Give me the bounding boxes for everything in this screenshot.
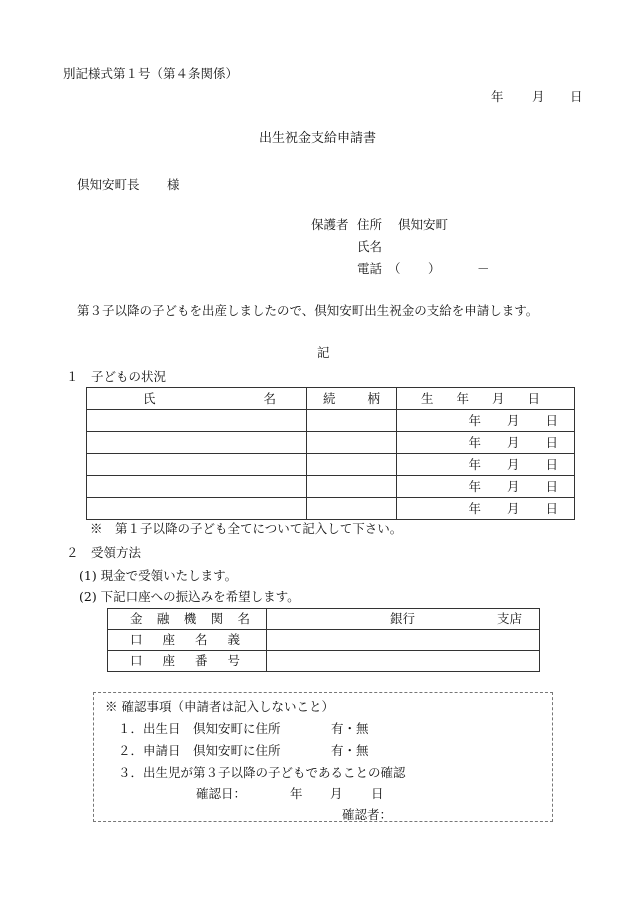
section2-number: ２ [66,545,79,560]
child-name-cell[interactable] [87,454,307,476]
institution-label-char: 関 [210,611,224,626]
confirmation-item-3: ３．出生児が第３子以降の子どもであることの確認 [118,765,406,780]
phone-dash: － [477,261,490,276]
receipt-option-cash: (1) 現金で受領いたします。 [79,568,238,583]
header-dob-2: 年 [456,390,469,406]
header-name-b: 名 [263,390,276,406]
bank-suffix: 銀行 [390,611,416,626]
child-relationship-cell[interactable] [307,432,397,454]
child-name-cell[interactable] [87,410,307,432]
child-dob-cell[interactable] [397,432,575,454]
confirmer-label: 確認者： [342,807,393,822]
dob-year: 年 [468,478,481,494]
dob-day: 日 [545,434,558,450]
child-dob-cell[interactable] [397,410,575,432]
name-label: 氏名 [357,239,383,254]
receipt-option-transfer: (2) 下記口座への振込みを希望します。 [79,589,300,604]
dob-year: 年 [468,434,481,450]
child-dob-cell[interactable] [397,454,575,476]
institution-label-char: 名 [237,611,250,626]
phone-paren-open: （ [388,261,401,276]
confirmation-item-2: ２．申請日 倶知安町に住所 [118,743,281,758]
number-label-char: 番 [194,653,208,668]
number-label-char: 口 [130,653,143,668]
dob-month: 月 [506,500,520,516]
dob-day: 日 [545,456,558,472]
table-row [87,476,575,498]
dob-year: 年 [468,456,481,472]
number-label-cell [108,651,267,672]
confirmation-item-1: １．出生日 倶知安町に住所 [118,721,281,736]
confirmation-day: 日 [371,786,384,801]
table-row [87,410,575,432]
phone-label: 電話 [357,261,383,276]
header-dob-3: 月 [491,390,505,406]
child-relationship-cell[interactable] [307,454,397,476]
addressee-name: 倶知安町長 [77,177,140,192]
date-month-label: 月 [532,89,545,104]
confirmation-box [93,692,553,822]
child-relationship-cell[interactable] [307,498,397,520]
date-day-label: 日 [570,89,583,104]
table-row [87,454,575,476]
table-row [108,651,540,672]
table-row [87,498,575,520]
children-table [86,387,575,520]
holder-label-char: 口 [130,632,143,647]
phone-paren-close: ） [428,261,441,276]
child-name-cell[interactable] [87,432,307,454]
number-value-cell[interactable] [267,651,540,672]
dob-day: 日 [545,478,558,494]
confirmation-item-2-choice[interactable]: 有・無 [331,743,369,758]
dob-year: 年 [468,412,481,428]
table-row [87,432,575,454]
header-name [87,388,307,410]
child-relationship-cell[interactable] [307,476,397,498]
bank-account-table [107,608,540,672]
table-row [108,609,540,630]
date-year-label: 年 [491,89,504,104]
addressee-honorific: 様 [167,177,180,192]
number-label-char: 座 [162,653,175,668]
child-dob-cell[interactable] [397,498,575,520]
confirmation-month: 月 [330,786,343,801]
header-rel-a: 続 [323,390,336,406]
address-value: 倶知安町 [398,217,449,232]
header-dob-4: 日 [527,390,540,406]
application-statement: 第３子以降の子どもを出産しましたので、倶知安町出生祝金の支給を申請します。 [77,303,539,318]
header-name-a: 氏 [143,390,156,406]
section1-number: １ [66,369,79,384]
institution-label-char: 機 [183,611,197,626]
number-label-char: 号 [227,653,240,668]
form-header: 別記様式第１号（第４条関係） [63,66,239,81]
confirmation-year: 年 [290,786,303,801]
dob-month: 月 [506,478,520,494]
child-relationship-cell[interactable] [307,410,397,432]
child-dob-cell[interactable] [397,476,575,498]
header-rel-b: 柄 [367,390,380,406]
holder-label-char: 座 [162,632,175,647]
institution-value-cell[interactable] [267,609,540,630]
child-name-cell[interactable] [87,476,307,498]
table-row [108,630,540,651]
document-title: 出生祝金支給申請書 [259,131,377,146]
holder-label-char: 名 [194,632,208,647]
dob-month: 月 [506,412,520,428]
header-dob [397,388,575,410]
confirmation-heading: ※ 確認事項（申請者は記入しないこと） [105,699,334,714]
holder-value-cell[interactable] [267,630,540,651]
dob-year: 年 [468,500,481,516]
dob-month: 月 [506,456,520,472]
holder-label-char: 義 [227,632,240,647]
section2-title: 受領方法 [91,545,142,560]
children-table-header [87,388,575,410]
confirmation-date-label: 確認日： [196,786,247,801]
applicant-role: 保護者 [311,217,349,232]
confirmation-item-1-choice[interactable]: 有・無 [331,721,369,736]
institution-label-char: 金 [130,611,143,626]
header-relationship [307,388,397,410]
section1-note: ※ 第１子以降の子ども全てについて記入して下さい。 [90,521,403,536]
institution-label-char: 融 [156,611,170,626]
dob-month: 月 [506,434,520,450]
branch-suffix: 支店 [497,611,523,626]
ki-heading: 記 [317,345,330,360]
dob-day: 日 [545,500,558,516]
dob-day: 日 [545,412,558,428]
address-label: 住所 [357,217,383,232]
holder-label-cell [108,630,267,651]
child-name-cell[interactable] [87,498,307,520]
institution-label-cell [108,609,267,630]
section1-title: 子どもの状況 [91,369,167,384]
header-dob-1: 生 [421,390,434,406]
